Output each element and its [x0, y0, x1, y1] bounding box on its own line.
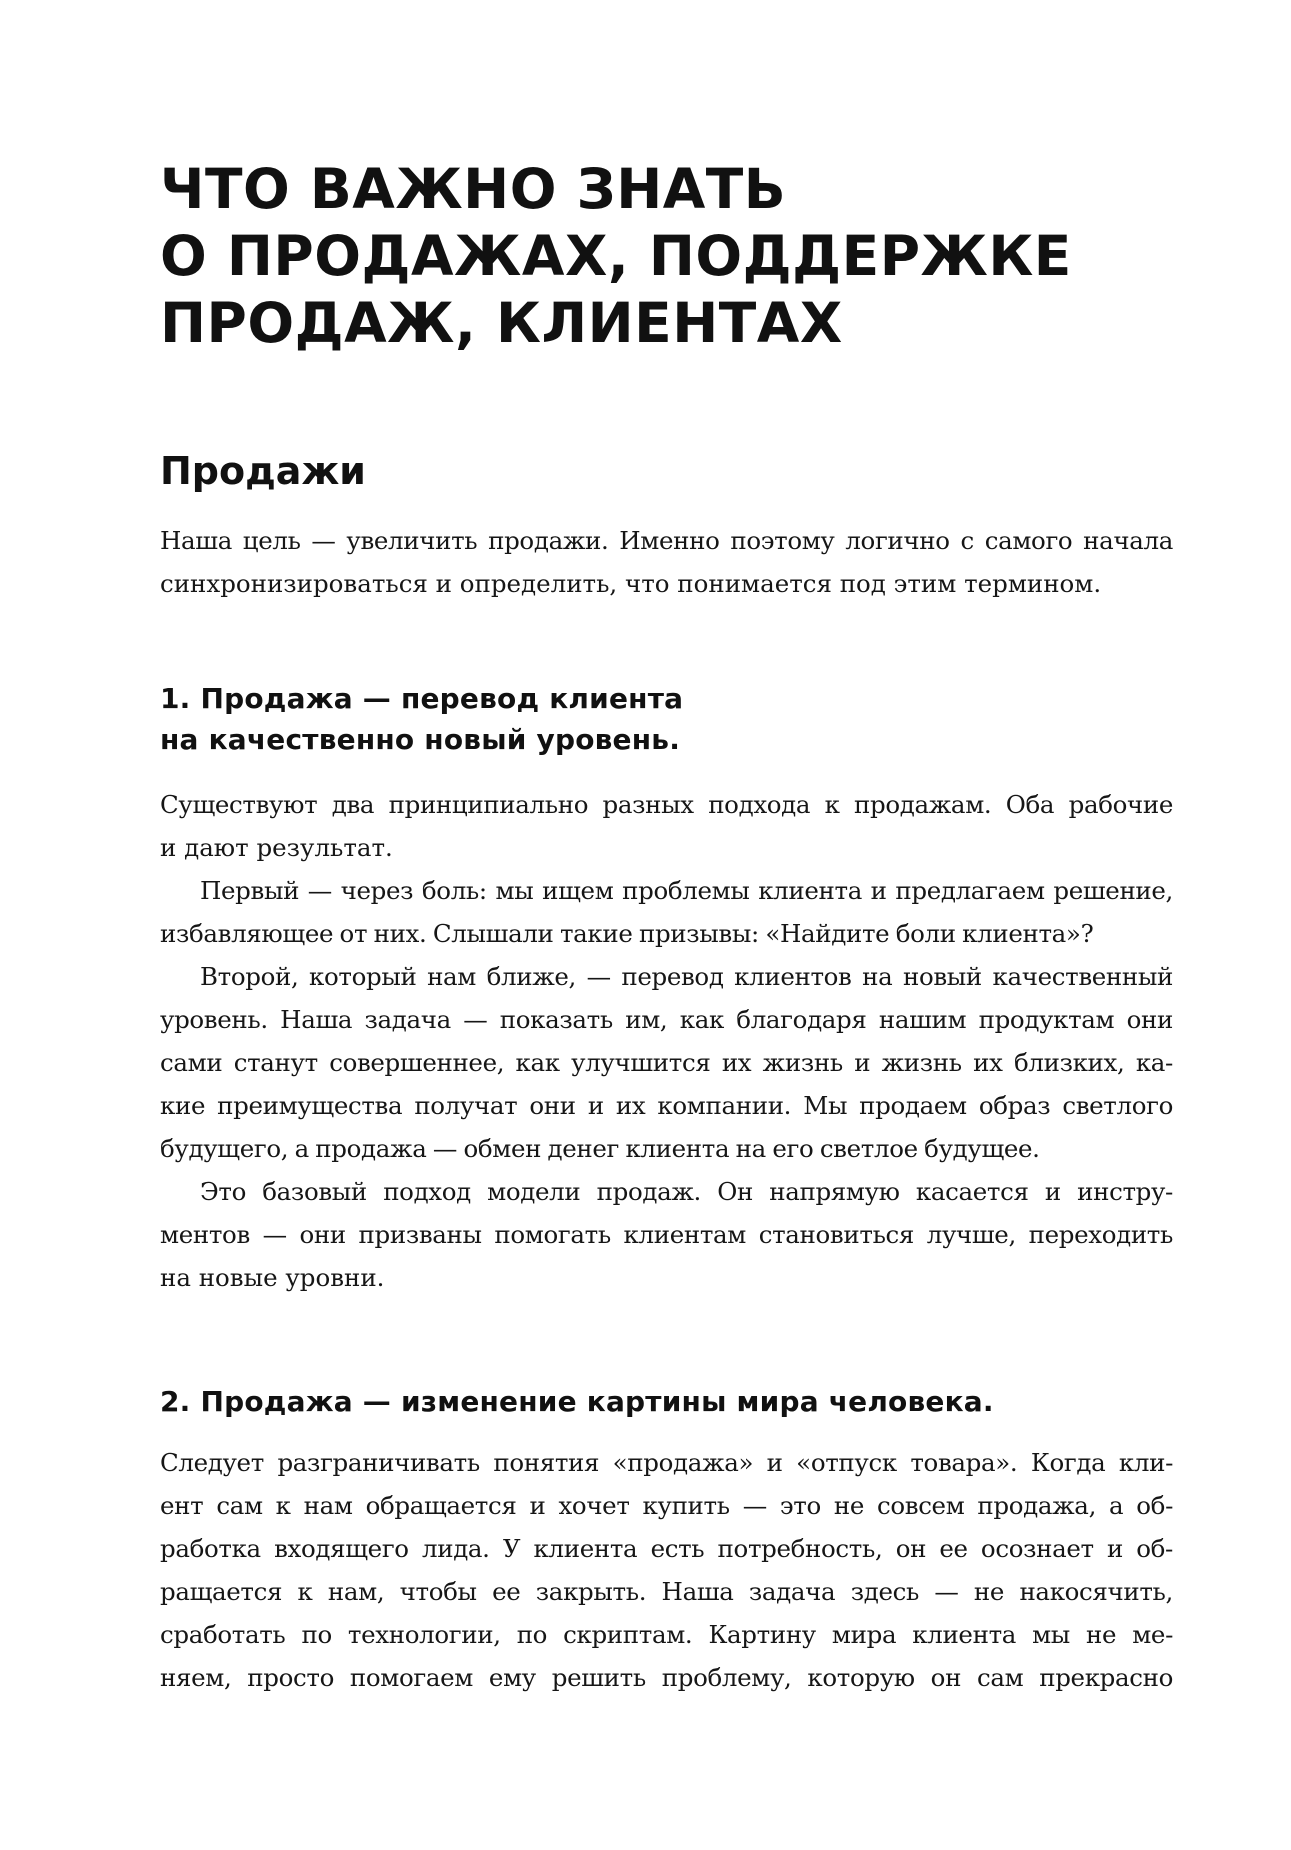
- paragraph-line: на новые уровни.: [160, 1263, 385, 1292]
- paragraph-line: синхронизироваться и определить, что понимается под этим термином.: [160, 569, 1102, 598]
- paragraph-line: избавляющее от них. Слышали такие призывы: «Найдите боли клиента»?: [160, 919, 1094, 948]
- paragraph-line: кие преимущества получат они и их компании. Мы продаем образ светлого: [160, 1091, 1173, 1120]
- paragraph-line: будущего, а продажа — обмен денег клиента на его светлое будущее.: [160, 1134, 1040, 1163]
- paragraph-line: Следует разграничивать понятия «продажа» и «отпуск товара». Когда кли-: [160, 1448, 1173, 1477]
- paragraph-line: Первый — через боль: мы ищем проблемы клиента и предлагаем решение,: [200, 876, 1173, 905]
- subsection-2-paragraphs: [160, 1441, 1173, 1699]
- paragraph-line: ментов — они призваны помогать клиентам становиться лучше, переходить: [160, 1220, 1173, 1249]
- subsection-heading-2: [160, 1381, 994, 1422]
- paragraph-line: Существуют два принципиально разных подхода к продажам. Оба рабочие: [160, 790, 1173, 819]
- paragraph-line: работка входящего лида. У клиента есть потребность, он ее осознает и об-: [160, 1534, 1173, 1563]
- chapter-title-line: О ПРОДАЖАХ, ПОДДЕРЖКЕ: [160, 224, 1072, 288]
- subheading-line: на качественно новый уровень.: [160, 723, 681, 756]
- intro-paragraph: [160, 519, 1173, 605]
- paragraph-line: и дают результат.: [160, 833, 393, 862]
- paragraph-line: уровень. Наша задача — показать им, как благодаря нашим продуктам они: [160, 1005, 1173, 1034]
- subheading-line: 2. Продажа — изменение картины мира человека.: [160, 1385, 994, 1418]
- chapter-title-line: ЧТО ВАЖНО ЗНАТЬ: [160, 157, 787, 221]
- chapter-title-line: ПРОДАЖ, КЛИЕНТАХ: [160, 291, 843, 355]
- paragraph-line: Это базовый подход модели продаж. Он напрямую касается и инстру-: [200, 1177, 1173, 1206]
- paragraph-line: ращается к нам, чтобы ее закрыть. Наша задача здесь — не накосячить,: [160, 1577, 1173, 1606]
- paragraph-line: няем, просто помогаем ему решить проблему, которую он сам прекрасно: [160, 1663, 1173, 1692]
- paragraph-line: сами станут совершеннее, как улучшится их жизнь и жизнь их близких, ка-: [160, 1048, 1173, 1077]
- subsection-1-paragraphs: [160, 783, 1173, 1299]
- chapter-title: [160, 156, 1072, 357]
- subheading-line: 1. Продажа — перевод клиента: [160, 682, 684, 715]
- section-title: Продажи: [160, 449, 366, 493]
- paragraph-line: сработать по технологии, по скриптам. Картину мира клиента мы не ме-: [160, 1620, 1173, 1649]
- paragraph-line: Наша цель — увеличить продажи. Именно поэтому логично с самого начала: [160, 526, 1173, 555]
- paragraph-line: Второй, который нам ближе, — перевод клиентов на новый качественный: [200, 962, 1173, 991]
- subsection-heading-1: [160, 678, 683, 760]
- paragraph-line: ент сам к нам обращается и хочет купить — это не совсем продажа, а об-: [160, 1491, 1173, 1520]
